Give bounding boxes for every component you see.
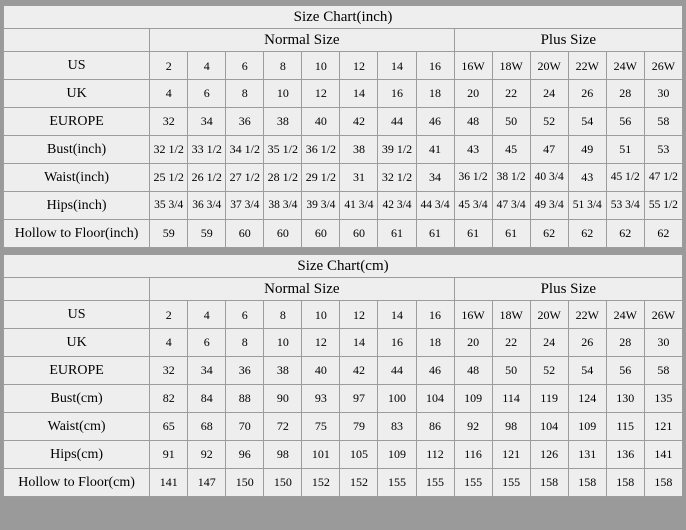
cell: 38 3/4 xyxy=(264,192,302,220)
cell: 61 xyxy=(416,220,454,248)
cell: 158 xyxy=(530,469,568,497)
cell: 14 xyxy=(340,80,378,108)
cell: 116 xyxy=(454,441,492,469)
row-label: Hips(cm) xyxy=(4,441,150,469)
cell: 24 xyxy=(530,329,568,357)
cell: 61 xyxy=(492,220,530,248)
row-label: US xyxy=(4,301,150,329)
cell: 20 xyxy=(454,329,492,357)
cell: 49 3/4 xyxy=(530,192,568,220)
table-row xyxy=(4,108,683,136)
cell: 88 xyxy=(226,385,264,413)
cell: 109 xyxy=(568,413,606,441)
cell: 18 xyxy=(416,80,454,108)
cell: 44 xyxy=(378,357,416,385)
cell: 54 xyxy=(568,357,606,385)
cell: 33 1/2 xyxy=(188,136,226,164)
size-chart-inch xyxy=(3,5,683,248)
cell: 61 xyxy=(378,220,416,248)
cell: 14 xyxy=(378,52,416,80)
cell: 44 xyxy=(378,108,416,136)
cell: 112 xyxy=(416,441,454,469)
cell: 109 xyxy=(454,385,492,413)
cell: 55 1/2 xyxy=(644,192,682,220)
cell: 10 xyxy=(264,329,302,357)
cell: 101 xyxy=(302,441,340,469)
cell: 51 3/4 xyxy=(568,192,606,220)
corner-cell xyxy=(4,29,150,52)
cell: 6 xyxy=(226,301,264,329)
cell: 104 xyxy=(416,385,454,413)
cell: 150 xyxy=(226,469,264,497)
cell: 34 xyxy=(188,108,226,136)
cell: 34 1/2 xyxy=(226,136,264,164)
cell: 46 xyxy=(416,357,454,385)
cell: 52 xyxy=(530,108,568,136)
row-label: US xyxy=(4,52,150,80)
cell: 121 xyxy=(644,413,682,441)
cell: 61 xyxy=(454,220,492,248)
cell: 155 xyxy=(492,469,530,497)
row-label: Waist(inch) xyxy=(4,164,150,192)
cell: 16W xyxy=(454,301,492,329)
cell: 158 xyxy=(568,469,606,497)
cell: 54 xyxy=(568,108,606,136)
row-label: UK xyxy=(4,329,150,357)
group-header-plus: Plus Size xyxy=(454,29,682,52)
cell: 35 1/2 xyxy=(264,136,302,164)
row-label: UK xyxy=(4,80,150,108)
cell: 53 xyxy=(644,136,682,164)
row-label: Hollow to Floor(cm) xyxy=(4,469,150,497)
row-label: EUROPE xyxy=(4,357,150,385)
cell: 32 1/2 xyxy=(378,164,416,192)
cell: 36 1/2 xyxy=(454,164,492,192)
cell: 20W xyxy=(530,301,568,329)
cell: 8 xyxy=(264,52,302,80)
size-chart-cm xyxy=(3,254,683,497)
cell: 90 xyxy=(264,385,302,413)
cell: 59 xyxy=(150,220,188,248)
cell: 12 xyxy=(340,52,378,80)
cell: 6 xyxy=(188,329,226,357)
cell: 18W xyxy=(492,52,530,80)
cell: 38 xyxy=(340,136,378,164)
cell: 126 xyxy=(530,441,568,469)
cell: 62 xyxy=(530,220,568,248)
cell: 155 xyxy=(378,469,416,497)
cell: 83 xyxy=(378,413,416,441)
table-row xyxy=(4,357,683,385)
cell: 141 xyxy=(150,469,188,497)
cell: 16W xyxy=(454,52,492,80)
cell: 24 xyxy=(530,80,568,108)
cell: 14 xyxy=(340,329,378,357)
chart-title: Size Chart(inch) xyxy=(4,6,683,29)
cell: 121 xyxy=(492,441,530,469)
cell: 12 xyxy=(302,80,340,108)
cell: 93 xyxy=(302,385,340,413)
table-row xyxy=(4,301,683,329)
cell: 20 xyxy=(454,80,492,108)
cell: 30 xyxy=(644,80,682,108)
cell: 51 xyxy=(606,136,644,164)
cell: 60 xyxy=(340,220,378,248)
cell: 56 xyxy=(606,357,644,385)
cell: 4 xyxy=(188,301,226,329)
group-header-plus: Plus Size xyxy=(454,278,682,301)
cell: 22 xyxy=(492,329,530,357)
cell: 72 xyxy=(264,413,302,441)
cell: 100 xyxy=(378,385,416,413)
cell: 26 xyxy=(568,80,606,108)
cell: 115 xyxy=(606,413,644,441)
cell: 14 xyxy=(378,301,416,329)
cell: 52 xyxy=(530,357,568,385)
cell: 28 xyxy=(606,329,644,357)
cell: 38 1/2 xyxy=(492,164,530,192)
cell: 43 xyxy=(454,136,492,164)
cell: 45 1/2 xyxy=(606,164,644,192)
cell: 41 xyxy=(416,136,454,164)
cell: 29 1/2 xyxy=(302,164,340,192)
cell: 16 xyxy=(378,80,416,108)
cell: 58 xyxy=(644,357,682,385)
cell: 92 xyxy=(454,413,492,441)
cell: 84 xyxy=(188,385,226,413)
cell: 98 xyxy=(492,413,530,441)
cell: 10 xyxy=(302,301,340,329)
cell: 24W xyxy=(606,52,644,80)
cell: 2 xyxy=(150,301,188,329)
cell: 152 xyxy=(340,469,378,497)
cell: 79 xyxy=(340,413,378,441)
cell: 136 xyxy=(606,441,644,469)
row-label: EUROPE xyxy=(4,108,150,136)
cell: 36 1/2 xyxy=(302,136,340,164)
cell: 50 xyxy=(492,108,530,136)
cell: 82 xyxy=(150,385,188,413)
cell: 39 3/4 xyxy=(302,192,340,220)
cell: 65 xyxy=(150,413,188,441)
row-label: Bust(inch) xyxy=(4,136,150,164)
cell: 46 xyxy=(416,108,454,136)
table-row xyxy=(4,469,683,497)
cell: 36 xyxy=(226,108,264,136)
cell: 32 xyxy=(150,108,188,136)
cell: 60 xyxy=(226,220,264,248)
cell: 25 1/2 xyxy=(150,164,188,192)
table-row xyxy=(4,164,683,192)
cell: 35 3/4 xyxy=(150,192,188,220)
cell: 10 xyxy=(264,80,302,108)
cell: 12 xyxy=(340,301,378,329)
cell: 104 xyxy=(530,413,568,441)
cell: 141 xyxy=(644,441,682,469)
cell: 6 xyxy=(188,80,226,108)
cell: 60 xyxy=(264,220,302,248)
cell: 105 xyxy=(340,441,378,469)
cell: 48 xyxy=(454,108,492,136)
cell: 96 xyxy=(226,441,264,469)
table-group-row xyxy=(4,29,683,52)
cell: 37 3/4 xyxy=(226,192,264,220)
cell: 40 xyxy=(302,357,340,385)
cell: 47 1/2 xyxy=(644,164,682,192)
row-label: Bust(cm) xyxy=(4,385,150,413)
cell: 27 1/2 xyxy=(226,164,264,192)
cell: 26 1/2 xyxy=(188,164,226,192)
table-row xyxy=(4,80,683,108)
cell: 18 xyxy=(416,329,454,357)
cell: 28 xyxy=(606,80,644,108)
cell: 36 xyxy=(226,357,264,385)
cell: 70 xyxy=(226,413,264,441)
cell: 50 xyxy=(492,357,530,385)
table-row xyxy=(4,441,683,469)
corner-cell xyxy=(4,278,150,301)
cell: 4 xyxy=(188,52,226,80)
cell: 24W xyxy=(606,301,644,329)
cell: 152 xyxy=(302,469,340,497)
chart-title: Size Chart(cm) xyxy=(4,255,683,278)
cell: 62 xyxy=(644,220,682,248)
cell: 43 xyxy=(568,164,606,192)
cell: 42 xyxy=(340,108,378,136)
cell: 26 xyxy=(568,329,606,357)
cell: 98 xyxy=(264,441,302,469)
cell: 4 xyxy=(150,80,188,108)
cell: 45 xyxy=(492,136,530,164)
cell: 155 xyxy=(454,469,492,497)
cell: 53 3/4 xyxy=(606,192,644,220)
table-row xyxy=(4,329,683,357)
cell: 97 xyxy=(340,385,378,413)
cell: 32 xyxy=(150,357,188,385)
cell: 4 xyxy=(150,329,188,357)
cell: 42 3/4 xyxy=(378,192,416,220)
cell: 30 xyxy=(644,329,682,357)
cell: 147 xyxy=(188,469,226,497)
table-row xyxy=(4,413,683,441)
cell: 49 xyxy=(568,136,606,164)
cell: 42 xyxy=(340,357,378,385)
table-title-row xyxy=(4,6,683,29)
cell: 75 xyxy=(302,413,340,441)
cell: 38 xyxy=(264,357,302,385)
cell: 47 xyxy=(530,136,568,164)
cell: 60 xyxy=(302,220,340,248)
cell: 114 xyxy=(492,385,530,413)
cell: 44 3/4 xyxy=(416,192,454,220)
table-group-row xyxy=(4,278,683,301)
row-label: Waist(cm) xyxy=(4,413,150,441)
cell: 119 xyxy=(530,385,568,413)
cell: 6 xyxy=(226,52,264,80)
cell: 8 xyxy=(226,80,264,108)
cell: 130 xyxy=(606,385,644,413)
cell: 16 xyxy=(416,301,454,329)
cell: 68 xyxy=(188,413,226,441)
table-row xyxy=(4,385,683,413)
cell: 47 3/4 xyxy=(492,192,530,220)
cell: 12 xyxy=(302,329,340,357)
group-header-normal: Normal Size xyxy=(150,278,454,301)
cell: 62 xyxy=(568,220,606,248)
cell: 39 1/2 xyxy=(378,136,416,164)
cell: 10 xyxy=(302,52,340,80)
cell: 20W xyxy=(530,52,568,80)
cell: 86 xyxy=(416,413,454,441)
cell: 8 xyxy=(264,301,302,329)
cell: 150 xyxy=(264,469,302,497)
cell: 56 xyxy=(606,108,644,136)
cell: 158 xyxy=(606,469,644,497)
cell: 31 xyxy=(340,164,378,192)
cell: 22 xyxy=(492,80,530,108)
group-header-normal: Normal Size xyxy=(150,29,454,52)
table-row xyxy=(4,52,683,80)
row-label: Hips(inch) xyxy=(4,192,150,220)
cell: 45 3/4 xyxy=(454,192,492,220)
cell: 158 xyxy=(644,469,682,497)
cell: 26W xyxy=(644,52,682,80)
cell: 36 3/4 xyxy=(188,192,226,220)
table-title-row xyxy=(4,255,683,278)
cell: 155 xyxy=(416,469,454,497)
cell: 32 1/2 xyxy=(150,136,188,164)
cell: 124 xyxy=(568,385,606,413)
table-row xyxy=(4,220,683,248)
cell: 34 xyxy=(416,164,454,192)
cell: 135 xyxy=(644,385,682,413)
cell: 26W xyxy=(644,301,682,329)
cell: 34 xyxy=(188,357,226,385)
cell: 22W xyxy=(568,52,606,80)
row-label: Hollow to Floor(inch) xyxy=(4,220,150,248)
cell: 91 xyxy=(150,441,188,469)
cell: 48 xyxy=(454,357,492,385)
cell: 22W xyxy=(568,301,606,329)
cell: 59 xyxy=(188,220,226,248)
table-row xyxy=(4,136,683,164)
cell: 40 3/4 xyxy=(530,164,568,192)
cell: 109 xyxy=(378,441,416,469)
cell: 38 xyxy=(264,108,302,136)
cell: 62 xyxy=(606,220,644,248)
cell: 40 xyxy=(302,108,340,136)
cell: 18W xyxy=(492,301,530,329)
cell: 16 xyxy=(378,329,416,357)
cell: 28 1/2 xyxy=(264,164,302,192)
cell: 8 xyxy=(226,329,264,357)
table-row xyxy=(4,192,683,220)
cell: 41 3/4 xyxy=(340,192,378,220)
cell: 92 xyxy=(188,441,226,469)
cell: 58 xyxy=(644,108,682,136)
cell: 16 xyxy=(416,52,454,80)
cell: 131 xyxy=(568,441,606,469)
cell: 2 xyxy=(150,52,188,80)
